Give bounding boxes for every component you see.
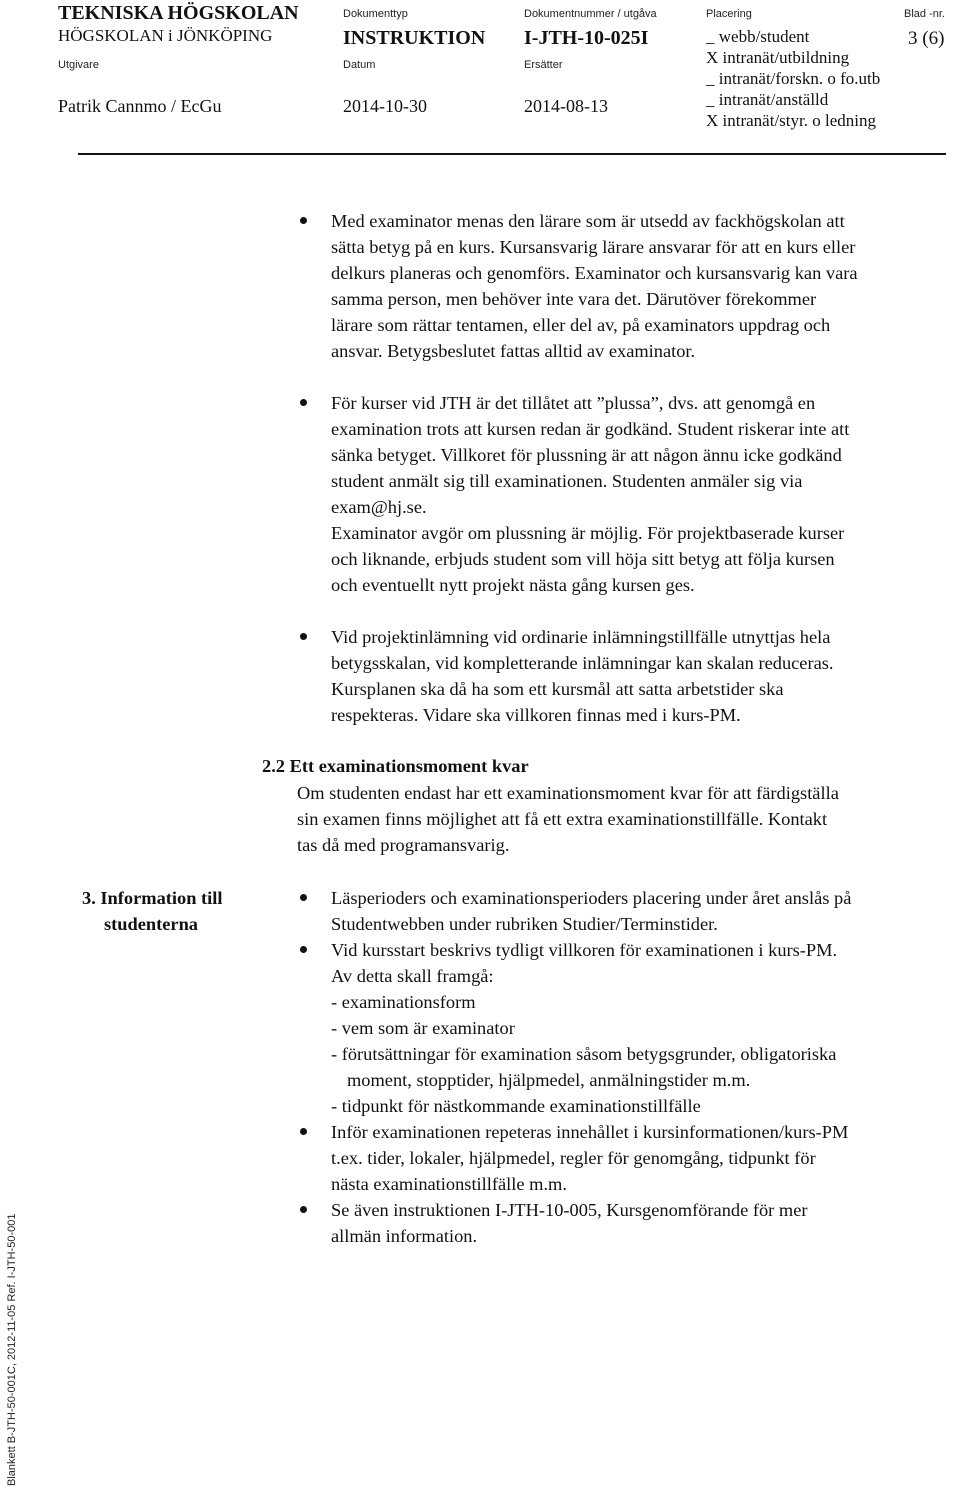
bullet-list-top — [300, 390, 960, 598]
text-line: Examinator avgör om plussning är möjlig. För projektbaserade kurser — [331, 523, 845, 543]
text-line: och eventuellt nytt projekt nästa gång kursen ges. — [331, 575, 695, 595]
section-heading — [82, 885, 222, 937]
bullet-list-top — [300, 208, 960, 364]
publisher-label: Utgivare — [58, 59, 99, 71]
text-line: och liknande, erbjuds student som vill höja sitt betyg att följa kursen — [331, 549, 835, 569]
text-line: - vem som är examinator — [331, 1018, 515, 1038]
placement-item: X intranät/styr. o ledning — [706, 111, 876, 130]
list-item — [300, 208, 960, 364]
text-line: examination trots att kursen redan är godkänd. Student riskerar inte att — [331, 419, 850, 439]
text-line: Vid projektinlämning vid ordinarie inlämningstillfälle utnyttjas hela — [331, 627, 831, 647]
text-line: Vid kursstart beskrivs tydligt villkoren för examinationen i kurs-PM. — [331, 940, 838, 960]
placement-label: Placering — [706, 8, 752, 20]
placement-item: _ webb/student — [706, 27, 810, 46]
list-item — [300, 937, 960, 1119]
text-line: allmän information. — [331, 1226, 478, 1246]
list-item — [300, 624, 960, 728]
text-line: - examinationsform — [331, 992, 476, 1012]
email-link[interactable]: exam@hj.se. — [331, 497, 427, 517]
placement-item: _ intranät/forskn. o fo.utb — [706, 69, 881, 88]
list-item — [300, 885, 960, 937]
heading-line: studenterna — [104, 914, 199, 934]
text-line: sin examen finns möjlighet att få ett extra examinationstillfälle. Kontakt — [297, 809, 828, 829]
placement-list — [706, 26, 880, 131]
form-reference: Blankett B-JTH-50-001C, 2012-11-05 Ref. I-JTH-50-001 — [6, 1213, 18, 1486]
text-line: Om studenten endast har ett examinationsmoment kvar för att färdigställa — [297, 783, 839, 803]
page-label: Blad -nr. — [904, 8, 945, 20]
text-line: sänka betyget. Villkoret för plussning är att någon ännu icke godkänd — [331, 445, 842, 465]
text-line: nästa examinationstillfälle m.m. — [331, 1174, 567, 1194]
text-line: Kursplanen ska då ha som ett kursmål att satta arbetstider ska — [331, 679, 784, 699]
text-line: Se även instruktionen I-JTH-10-005, Kursgenomförande för mer — [331, 1200, 808, 1220]
text-line: respekteras. Vidare ska villkoren finnas med i kurs-PM. — [331, 705, 741, 725]
text-line: Studentwebben under rubriken Studier/Terminstider. — [331, 914, 718, 934]
section-body — [297, 780, 839, 858]
placement-item: X intranät/utbildning — [706, 48, 850, 67]
header-divider — [78, 153, 946, 155]
bullet-list-info — [300, 885, 960, 1249]
text-line: - förutsättningar för examination såsom betygsgrunder, obligatoriska — [331, 1044, 837, 1064]
replaces-label: Ersätter — [524, 59, 563, 71]
replaces-date: 2014-08-13 — [524, 96, 608, 116]
text-line: - tidpunkt för nästkommande examinationstillfälle — [331, 1096, 701, 1116]
list-item — [300, 1197, 960, 1249]
text-line: moment, stopptider, hjälpmedel, anmälningstider m.m. — [347, 1070, 751, 1090]
text-line: ansvar. Betygsbeslutet fattas alltid av examinator. — [331, 341, 696, 361]
text-line: delkurs planeras och genomförs. Examinator och kursansvarig kan vara — [331, 263, 858, 283]
text-line: Med examinator menas den lärare som är utsedd av fackhögskolan att — [331, 211, 845, 231]
text-line: För kurser vid JTH är det tillåtet att ”plussa”, dvs. att genomgå en — [331, 393, 816, 413]
page-number: 3 (6) — [908, 28, 945, 49]
text-line: lärare som rättar tentamen, eller del av, på examinators uppdrag och — [331, 315, 831, 335]
list-item — [300, 1119, 960, 1197]
placement-item: _ intranät/anställd — [706, 90, 829, 109]
text-line: t.ex. tider, lokaler, hjälpmedel, regler för genomgång, tidpunkt för — [331, 1148, 816, 1168]
text-line: tas då med programansvarig. — [297, 835, 510, 855]
org-name: TEKNISKA HÖGSKOLAN — [58, 2, 299, 24]
publisher: Patrik Cannmo / EcGu — [58, 96, 222, 116]
list-item — [300, 390, 960, 598]
text-line: sätta betyg på en kurs. Kursansvarig lärare ansvarar för att en kurs eller — [331, 237, 856, 257]
doc-number-label: Dokumentnummer / utgåva — [524, 8, 657, 20]
text-line: samma person, men behöver inte vara det. Därutöver förekommer — [331, 289, 817, 309]
text-line: Läsperioders och examinationsperioders placering under året anslås på — [331, 888, 852, 908]
doc-type-label: Dokumenttyp — [343, 8, 408, 20]
doc-number: I-JTH-10-025I — [524, 27, 649, 49]
text-line: Av detta skall framgå: — [331, 966, 494, 986]
org-subname: HÖGSKOLAN i JÖNKÖPING — [58, 26, 273, 45]
doc-type: INSTRUKTION — [343, 27, 486, 49]
text-line: student anmält sig till examinationen. Studenten anmäler sig via — [331, 471, 803, 491]
date-label: Datum — [343, 59, 376, 71]
text-line: betygsskalan, vid kompletterande inlämningar kan skalan reduceras. — [331, 653, 834, 673]
bullet-list-top — [300, 624, 960, 728]
heading-line: 3. Information till — [82, 888, 223, 908]
section-heading: 2.2 Ett examinationsmoment kvar — [262, 756, 529, 776]
text-line: Inför examinationen repeteras innehållet i kursinformationen/kurs-PM — [331, 1122, 849, 1142]
doc-date: 2014-10-30 — [343, 96, 427, 116]
